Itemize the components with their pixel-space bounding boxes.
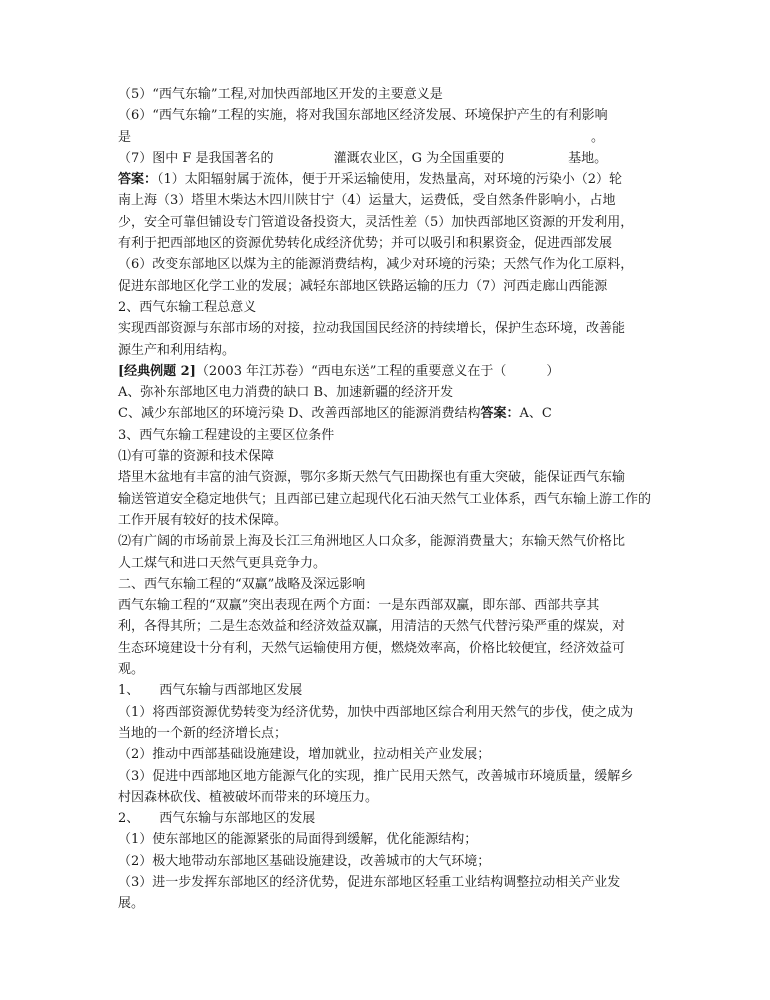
text: 2、 — [118, 811, 140, 827]
paragraph-line: 源生产和利用结构。 — [118, 342, 236, 358]
document-body — [118, 84, 658, 915]
section-heading: 2、西气东输工程总意义 — [118, 299, 257, 315]
answer-line: （6）改变东部地区以煤为主的能源消费结构，减少对环境的污染；天然气作为化工原料， — [118, 257, 634, 273]
list-item: （1）使东部地区的能源紧张的局面得到缓解，优化能源结构； — [118, 832, 478, 848]
subheading: ⑴有可靠的资源和技术保障 — [118, 449, 275, 465]
paragraph-line: ⑵有广阔的市场前景上海及长江三角洲地区人口众多，能源消费量大；东输天然气价格比 — [118, 534, 626, 550]
question-6-cont — [118, 127, 658, 148]
answer-line: 少，安全可靠但铺设专门管道设备投资大，灵活性差（5）加快西部地区资源的开发利用， — [118, 214, 634, 230]
paragraph-line: 输送管道安全稳定地供气；且西部已建立起现代化石油天然气工业体系，西气东输上游工作的 — [118, 491, 652, 507]
text: （7）图中 F 是我国著名的 — [118, 150, 274, 166]
answer-label: 答案： — [118, 172, 158, 188]
section-heading: 二、西气东输工程的“双赢”战略及深远影响 — [118, 576, 366, 592]
section-heading — [118, 680, 658, 701]
text: 灌溉农业区，G 为全国重要的 — [333, 150, 505, 166]
paragraph-line: 塔里木盆地有丰富的油气资源，鄂尔多斯天然气气田勘探也有重大突破，能保证西气东输 — [118, 470, 626, 486]
text: 基地。 — [568, 150, 608, 166]
text: 西气东输与东部地区的发展 — [159, 811, 316, 827]
paragraph-line: 利，各得其所；二是生态效益和经济效益双赢，用清洁的天然气代替污染严重的煤炭，对 — [118, 619, 626, 635]
option-line — [118, 403, 658, 424]
text: （2003 年江苏卷）“西电东送”工程的重要意义在于（ — [195, 363, 507, 379]
answer-line: 有利于把西部地区的资源优势转化成经济优势；并可以吸引和积累资金，促进西部发展 — [118, 236, 613, 252]
section-heading — [118, 808, 658, 829]
section-heading: 3、西气东输工程建设的主要区位条件 — [118, 427, 335, 443]
example-label: [经典例题 2] — [118, 363, 196, 379]
option-line: A、弥补东部地区电力消费的缺口 B、加速新疆的经济开发 — [118, 385, 454, 401]
answer-line: 南上海（3）塔里木柴达木四川陕甘宁（4）运量大，运费低，受自然条件影响小，占地 — [118, 193, 616, 209]
paragraph-line: 实现西部资源与东部市场的对接，拉动我国国民经济的持续增长，保护生态环境，改善能 — [118, 321, 626, 337]
list-item: （1）将西部资源优势转变为经济优势，加快中西部地区综合利用天然气的步伐，使之成为 — [118, 704, 634, 720]
text: 1、 — [118, 683, 140, 699]
paragraph-line: 生态环境建设十分有利，天然气运输使用方便，燃烧效率高，价格比较便宜，经济效益可 — [118, 640, 626, 656]
list-item: （2）推动中西部基础设施建设，增加就业，拉动相关产业发展； — [118, 747, 491, 763]
question-6: （6）“西气东输”工程的实施，将对我国东部地区经济发展、环境保护产生的有利影响 — [118, 108, 608, 124]
text: ） — [546, 363, 560, 379]
answer-label: 答案： — [480, 406, 520, 422]
answer-line: 促进东部地区化学工业的发展；减轻东部地区铁路运输的压力（7）河西走廊山西能源 — [118, 278, 608, 294]
paragraph-line: 工作开展有较好的技术保障。 — [118, 512, 288, 528]
list-item: （2）极大地带动东部地区基础设施建设，改善城市的大气环境； — [118, 853, 491, 869]
list-item: 当地的一个新的经济增长点； — [118, 725, 288, 741]
question-7 — [118, 148, 658, 169]
text: 是 — [118, 129, 132, 145]
text: 。 — [591, 129, 605, 145]
text: （1）太阳辐射属于流体，便于开采运输使用，发热量高，对环境的污染小（2）轮 — [157, 172, 623, 188]
paragraph-line: 人工煤气和进口天然气更具竞争力。 — [118, 555, 327, 571]
list-item: （3）促进中西部地区地方能源气化的实现，推广民用天然气，改善城市环境质量，缓解乡 — [118, 768, 634, 784]
list-item: 展。 — [118, 896, 145, 912]
list-item: （3）进一步发挥东部地区的经济优势，促进东部地区轻重工业结构调整拉动相关产业发 — [118, 874, 621, 890]
paragraph-line: 西气东输工程的“双赢”突出表现在两个方面：一是东西部双赢，即东部、西部共享其 — [118, 598, 600, 614]
text: A、C — [519, 406, 552, 422]
paragraph-line: 观。 — [118, 662, 145, 678]
question-5: （5）“西气东输”工程,对加快西部地区开发的主要意义是 — [118, 87, 443, 102]
example-question — [118, 361, 658, 382]
answer-line — [118, 169, 658, 190]
text: 西气东输与西部地区发展 — [159, 683, 303, 699]
list-item: 村因森林砍伐、植被破坏而带来的环境压力。 — [118, 789, 379, 805]
text: C、减少东部地区的环境污染 D、改善西部地区的能源消费结构 — [118, 406, 481, 422]
